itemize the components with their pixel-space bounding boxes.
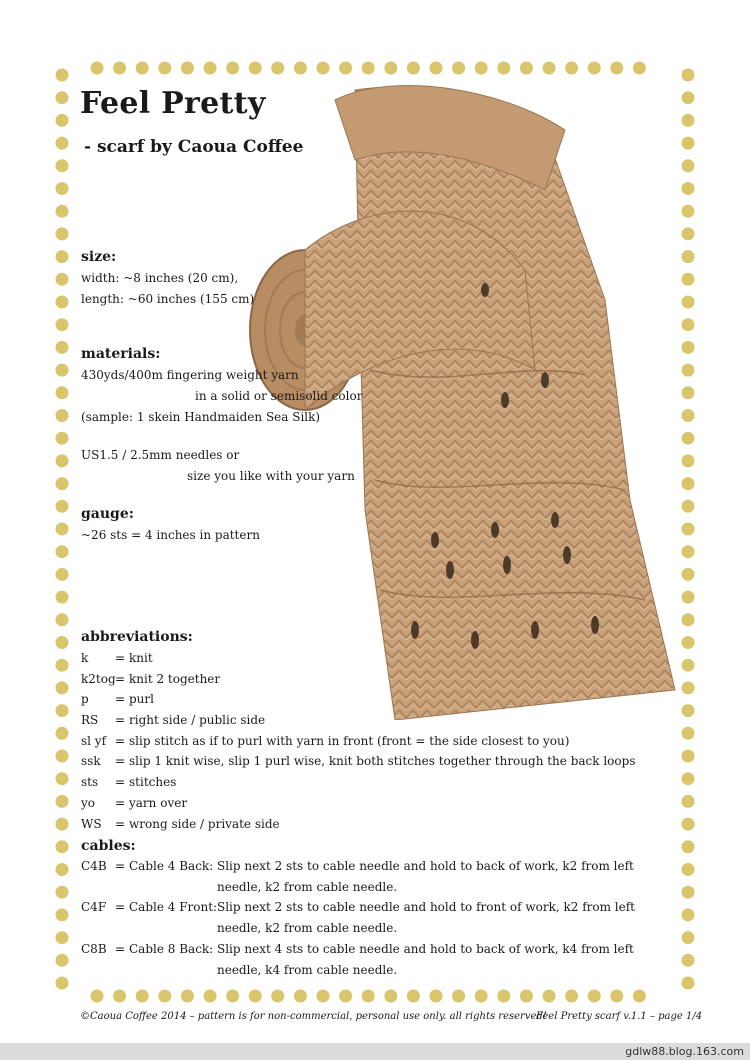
border-dot [56,795,69,808]
border-dot [56,159,69,172]
border-dot [407,990,420,1003]
abbreviation-value: wrong side / private side [129,816,280,831]
abbreviation-key: RS [81,713,99,728]
materials-yarn: 430yds/400m fingering weight yarn [81,368,299,382]
border-dot [56,341,69,354]
border-dot [56,636,69,649]
abbreviation-row: WS = wrong side / private side [81,814,635,835]
abbreviation-key: ssk [81,754,101,769]
border-dot [633,990,646,1003]
border-dot [56,454,69,467]
border-dot [610,990,623,1003]
border-dot [113,990,126,1003]
border-dot [271,990,284,1003]
border-dot [56,568,69,581]
border-dot [682,977,695,990]
border-dot [136,62,149,75]
border-dot [682,818,695,831]
border-dot [56,273,69,286]
border-dot [56,137,69,150]
gauge-section [81,503,260,546]
cable-row: C4F = Cable 4 Front: Slip next 2 sts to cable needle and hold to front of work, k2 from left needle, k2 from cable needle. [81,897,657,938]
cable-name: Cable 4 Front: [129,900,218,915]
gauge-heading: gauge: [81,506,134,522]
border-dot [91,62,104,75]
border-dot [56,704,69,717]
border-dot [56,91,69,104]
border-dot [56,318,69,331]
border-dot [56,863,69,876]
border-dot [56,977,69,990]
border-dot [384,990,397,1003]
materials-needles-alt: size you like with your yarn [187,469,355,483]
border-dot [543,990,556,1003]
abbreviation-value: knit 2 together [129,671,221,686]
border-dot [158,62,171,75]
abbreviation-key: p [81,692,89,707]
abbreviation-value: knit [129,651,153,665]
border-dot [249,990,262,1003]
border-dot [136,990,149,1003]
border-dot [682,863,695,876]
abbreviation-row: RS = right side / public side [81,710,635,731]
border-dot [56,364,69,377]
materials-yarn-color: in a solid or semisolid color [195,389,363,403]
size-length: length: ~60 inches (155 cm) [81,292,255,306]
abbreviations-section [81,626,635,834]
border-dot [56,681,69,694]
materials-section [81,343,362,487]
cable-desc: Slip next 2 sts to cable needle and hold to back of work, k2 from left needle, k2 from cable needle. [217,859,634,894]
border-dot [682,840,695,853]
cable-key: C8B [81,941,107,956]
border-dot [56,523,69,536]
border-dot [56,545,69,558]
border-dot [56,613,69,626]
cables-heading: cables: [81,838,136,854]
border-dot [56,591,69,604]
border-dot [475,990,488,1003]
border-dot [56,205,69,218]
cables-section [81,836,657,980]
abbreviation-row: k2tog = knit 2 together [81,669,635,690]
border-dot [181,990,194,1003]
size-heading: size: [81,249,117,265]
abbreviation-row: sts = stitches [81,772,635,793]
cable-name: Cable 8 Back: [129,941,214,956]
materials-needles: US1.5 / 2.5mm needles or [81,448,240,462]
border-dot [56,409,69,422]
border-dot [56,659,69,672]
border-dot [56,840,69,853]
abbreviation-key: k2tog [81,671,116,686]
border-dot [56,386,69,399]
border-dot [91,990,104,1003]
border-dot [682,750,695,763]
border-dot [56,931,69,944]
page-indicator: Feel Pretty scarf v.1.1 – page 1/4 [536,1011,703,1022]
border-dot [158,990,171,1003]
cable-desc: Slip next 4 sts to cable needle and hold to back of work, k4 from left needle, k4 from cable needle. [217,941,634,977]
abbreviation-value: right side / public side [129,713,266,728]
abbreviation-key: yo [81,795,96,810]
copyright-notice: ©Caoua Coffee 2014 – pattern is for non-commercial, personal use only. all rights reserved! [80,1011,547,1022]
border-dot [682,954,695,967]
footer [80,1011,703,1022]
border-dot [317,990,330,1003]
cable-row: C8B = Cable 8 Back: Slip next 4 sts to cable needle and hold to back of work, k4 from left needle, k4 from cable needle. [81,939,657,980]
border-dot [56,818,69,831]
border-dot [56,954,69,967]
border-dot [430,990,443,1003]
border-dot [226,990,239,1003]
border-dot [56,500,69,513]
border-dot [682,908,695,921]
border-dot [181,62,194,75]
watermark-text: gdlw88.blog.163.com [625,1045,744,1058]
border-dot [113,62,126,75]
cable-row: C4B = Cable 4 Back: Slip next 2 sts to cable needle and hold to back of work, k2 from left needle, k2 from cable needle. [81,856,657,897]
cable-key: C4B [81,859,107,873]
cable-name: Cable 4 Back: [129,859,214,873]
abbreviation-value: yarn over [129,795,188,810]
border-dot [56,432,69,445]
border-dot [56,750,69,763]
abbreviation-row: p = purl [81,689,635,710]
border-dot [682,727,695,740]
border-dot [56,908,69,921]
page-title: Feel Pretty [80,86,266,121]
abbreviation-row: ssk = slip 1 knit wise, slip 1 purl wise, knit both stitches together through the back loops [81,751,635,772]
materials-sample: (sample: 1 skein Handmaiden Sea Silk) [81,410,321,424]
border-dot [56,250,69,263]
cable-desc: Slip next 2 sts to cable needle and hold to front of work, k2 from left needle, k2 from cable needle. [217,900,635,936]
abbreviation-key: WS [81,816,102,831]
border-dot [56,69,69,82]
border-dot [56,114,69,127]
border-dot [56,182,69,195]
size-section [81,246,254,310]
border-dot [362,990,375,1003]
border-dot [56,477,69,490]
border-dot [56,227,69,240]
border-dot [682,931,695,944]
border-dot [452,990,465,1003]
border-dot [56,772,69,785]
border-dot [565,990,578,1003]
abbreviation-value: stitches [129,775,177,790]
border-dot [588,990,601,1003]
abbreviation-key: sl yf [81,733,107,748]
abbreviation-row: sl yf = slip stitch as if to purl with yarn in front (front = the side closest to you) [81,731,635,752]
border-dot [56,727,69,740]
page-subtitle: - scarf by Caoua Coffee [84,137,304,157]
border-dot [204,990,217,1003]
border-dot [56,296,69,309]
border-dot [520,990,533,1003]
size-width: width: ~8 inches (20 cm), [81,271,239,285]
border-dot [226,62,239,75]
border-dot [682,772,695,785]
abbreviation-row: yo = yarn over [81,793,635,814]
abbreviation-key: sts [81,775,99,790]
border-dot [497,990,510,1003]
materials-heading: materials: [81,346,161,362]
border-dot [682,886,695,899]
abbreviation-row: k = knit [81,648,635,669]
watermark-bar [0,1043,750,1060]
border-dot [56,886,69,899]
abbreviations-heading: abbreviations: [81,629,193,645]
abbreviation-key: k [81,651,89,665]
gauge-line: ~26 sts = 4 inches in pattern [81,528,260,542]
abbreviation-value: slip 1 knit wise, slip 1 purl wise, knit both stitches together through the back loops [129,754,636,769]
abbreviation-value: purl [129,692,154,707]
border-dot [339,990,352,1003]
cable-key: C4F [81,900,107,915]
border-dot [204,62,217,75]
abbreviation-value: slip stitch as if to purl with yarn in front (front = the side closest to you) [129,733,570,748]
border-dot [294,990,307,1003]
border-dot [682,795,695,808]
